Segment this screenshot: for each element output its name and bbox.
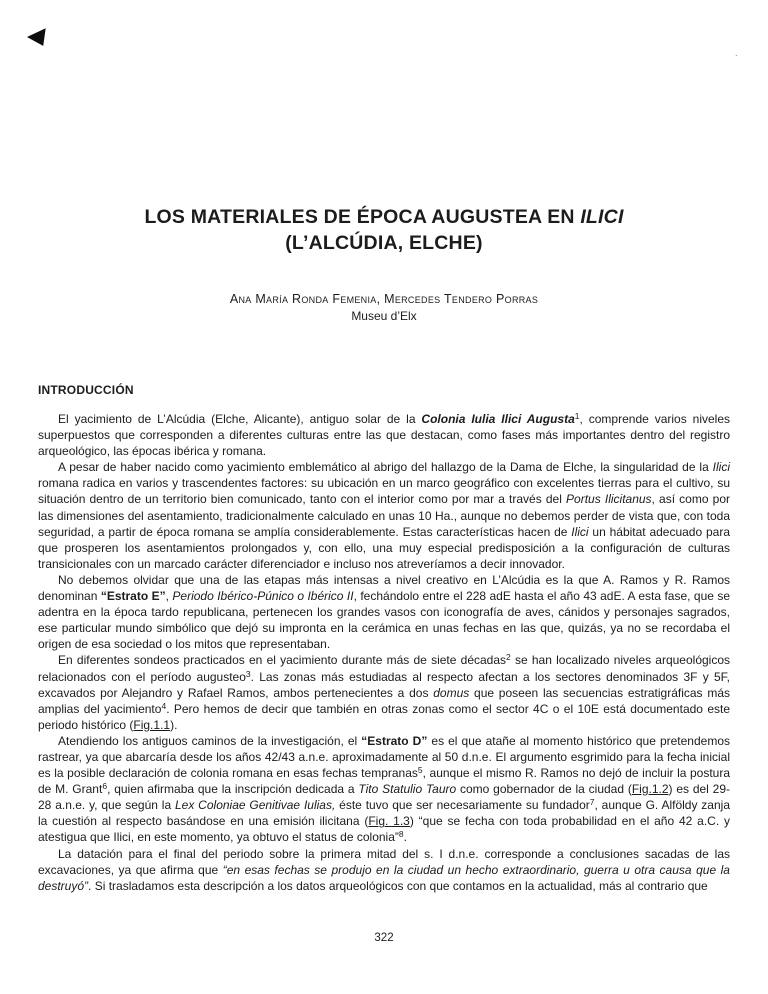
text-run: , así como por las dimensiones del asentamiento, tradicionalmente calculado en unas 10 Ha., aunque no debemos perder de vista que, con toda seguridad, a partir de época romana se amplía considerablemente. Estas características hacen de [38,492,731,539]
text-run: Ilici [712,460,730,475]
page-number: 322 [374,932,394,944]
text-run: (L’ALCÚDIA, ELCHE) [285,232,483,254]
text-run: Ilici [571,524,589,539]
text-run: , aunque G. Alföldy zanja la cuestión al respecto basándose en una emisión ilicitana ( [38,798,730,829]
text-run: ) es del 29-28 a.n.e. y, que según la [38,782,730,813]
text-run: El yacimiento de L’Alcúdia (Elche, Alicante), antiguo solar de la [58,412,422,426]
text-run: éste tuvo que ser necesariamente su fundador [335,798,590,813]
section-heading: INTRODUCCIÓN [38,383,134,397]
text-run: . [403,830,407,845]
text-run: Lex Coloniae Genitivae Iulias, [174,798,336,813]
text-run: No debemos olvidar que una de las etapas más intensas a nivel creativo en L’Alcúdia es la que A. Ramos y R. Ramos denominan [38,572,730,604]
article-title [38,204,730,256]
footnote-ref: 2 [506,652,511,663]
text-run: se han localizado niveles arqueológicos relacionados con el período augusteo [38,653,731,684]
text-run: , aunque el mismo R. Ramos no dejó de incluir la postura de M. Grant [38,766,731,797]
paragraph-1 [38,411,730,459]
text-run: En diferentes sondeos practicados en el yacimiento durante más de siete décadas [58,653,507,668]
paragraph-2 [38,459,730,572]
figure-link[interactable]: Fig.1.2 [631,782,669,797]
paragraph-4 [38,652,730,732]
footnote-ref: 4 [161,700,167,711]
authors: Ana María Ronda Femenia, Mercedes Tendero Porras [229,292,539,306]
back-arrow-icon[interactable]: ◀ [25,22,47,48]
text-run: un hábitat adecuado para que prosperen los asentamientos prolongados y, con ello, una muy especial predisposición a la configuración de culturas transicionales con un marcado carácter diferenciador e incluso nos atreveríamos a decir innovador. [38,524,730,571]
figure-link[interactable]: Fig.1.1 [133,717,171,732]
footnote-ref: 5 [417,765,423,776]
text-run: Portus Ilicitanus [566,492,652,507]
page-content [38,0,730,894]
text-run: “Estrato D” [361,733,428,748]
text-run: . Si trasladamos esta descripción a los datos arqueológicos con que contamos en la actualidad, más al contrario que [88,878,708,893]
text-run: que poseen las secuencias estratigráficas más amplias del yacimiento [38,685,730,716]
footnote-ref: 6 [102,781,108,792]
text-run: . Las zonas más estudiadas al respecto afectan a los sectores denominados 3F y 5F, excavados por Alejandro y Rafael Ramos, ambos pertenecientes a dos [38,669,731,700]
paragraph-5 [38,733,730,846]
text-run: La datación para el final del periodo sobre la primera mitad del s. I d.n.e. corresponde a conclusiones sacadas de las excavaciones, ya que afirma que [38,846,730,877]
text-run: domus [433,685,470,700]
text-run: “en esas fechas se produjo en la ciudad un hecho extraordinario, guerra u otra causa que la destruyó” [38,862,730,893]
title-line-2 [38,230,730,256]
text-run: ) “que se fecha con toda probabilidad en el año 42 a.C. y atestigua que Ilici, en este momento, ya obtuvo el status de colonia” [38,814,730,845]
text-run: Periodo Ibérico-Púnico o Ibérico II [172,589,354,604]
text-run: ILICI [580,206,624,228]
paragraph-3 [38,572,730,652]
text-run: . Pero hemos de decir que también en otras zonas como el sector 4C o el 10E está documentado este periodo histórico ( [38,701,731,732]
figure-link[interactable]: Fig. 1.3 [368,814,410,829]
text-run: “Estrato E” [100,589,166,604]
text-run: Colonia Iulia Ilici Augusta [421,412,575,426]
text-run: A pesar de haber nacido como yacimiento emblemático al abrigo del hallazgo de la Dama de Elche, la singularidad de la [58,460,713,475]
footnote-ref: 3 [245,668,251,679]
affiliation: Museu d’Elx [351,309,417,323]
paragraph-6 [38,846,730,894]
footnote-ref: 8 [398,829,404,840]
text-run: , fechándolo entre el 228 adE hasta el año 43 adE. A esta fase, que se adentra en la época tardo republicana, pertenecen los grandes vasos con iconografía de aves, cánidos y personajes sagrados, ese particular mundo simbólico que dejó su impronta en la cerámica en unas fechas en las que, quizás, ya no se recordaba el origen de esa sociedad o los mitos que representaban. [38,589,731,652]
text-run: , [165,589,173,604]
text-run: es el que atañe al momento histórico que pretendemos rastrear, ya que abarcaría desde los años 42/43 a.n.e. aproximadamente al 50 d.n.e. El argumento esgrimido para la fecha inicial es la posible declaración de colonia romana en esas fechas tempranas [38,733,730,781]
text-run: LOS MATERIALES DE ÉPOCA AUGUSTEA EN [144,206,581,228]
corner-mark: · [734,50,738,61]
text-run: ). [170,717,178,732]
text-run: , quien afirmaba que la inscripción dedicada a [107,782,359,797]
text-run: , comprende varios niveles superpuestos que corresponden a diferentes culturas entre las que destacan, como fases más importantes dentro del registro arqueológico, las épocas ibérica y romana. [38,412,731,459]
footnote-ref: 7 [589,797,595,808]
text-run: como gobernador de la ciudad ( [456,782,632,797]
footnote-ref: 1 [574,411,580,421]
text-run: romana radica en varios y trascendentes factores: su ubicación en un marco geográfico con excelentes tierras para el cultivo, su situación dentro de un territorio bien comunicado, tanto con el interior como por mar a través del [38,476,730,507]
title-line-1 [38,204,730,230]
text-run: Tito Statulio Tauro [358,782,457,797]
text-run: Atendiendo los antiguos caminos de la investigación, el [58,733,362,748]
